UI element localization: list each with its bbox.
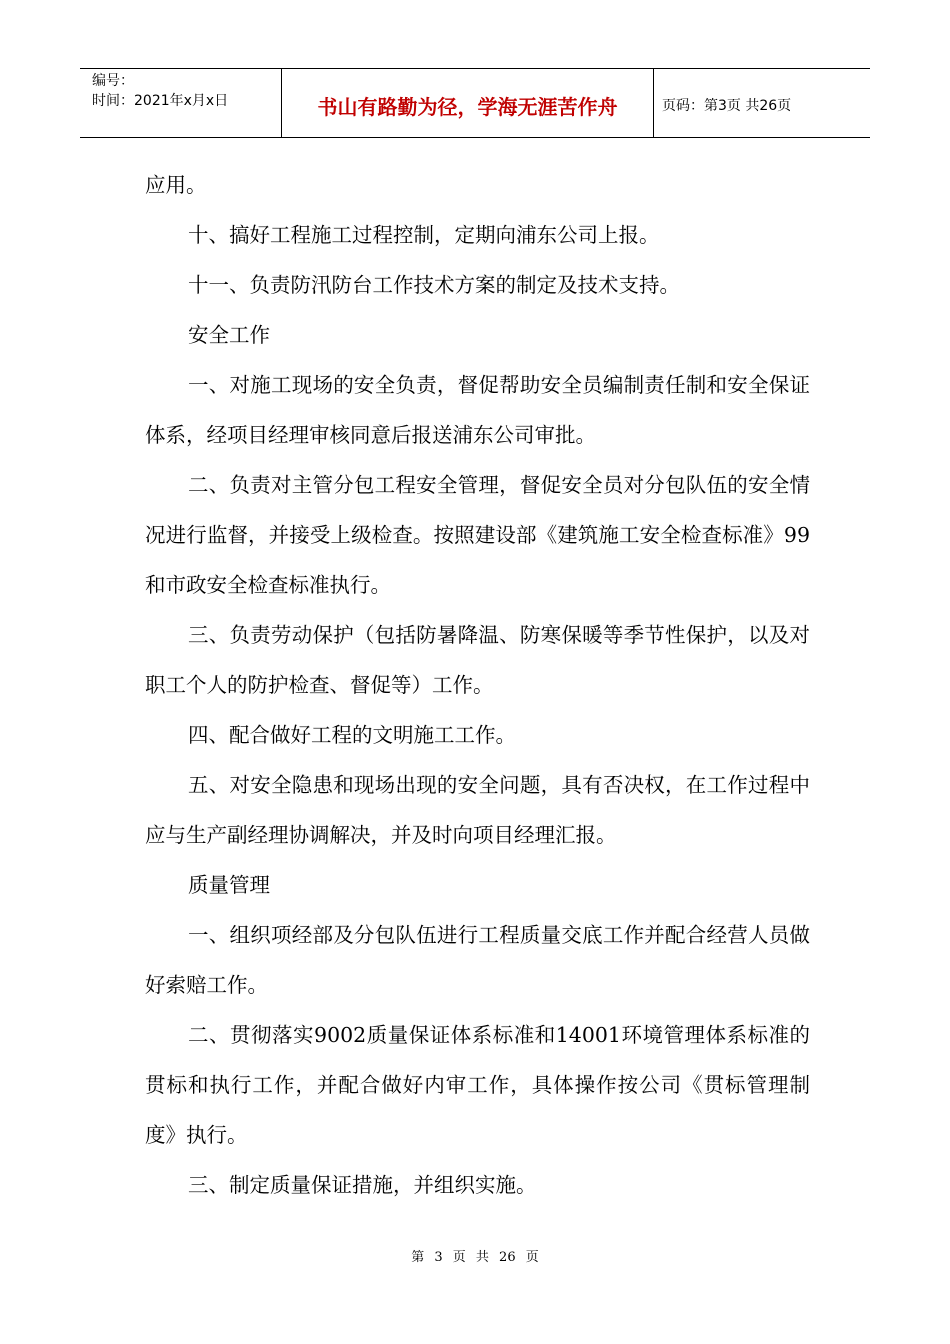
document-body	[145, 160, 810, 1210]
document-date-label: 时间：2021年x月x日	[92, 93, 229, 109]
body-paragraph: 五、对安全隐患和现场出现的安全问题，具有否决权，在工作过程中应与生产副经理协调解决，并及时向项目经理汇报。	[145, 773, 810, 847]
body-paragraph: 应用。	[145, 173, 207, 197]
body-paragraph: 三、制定质量保证措施，并组织实施。	[188, 1173, 537, 1197]
body-paragraph: 质量管理	[188, 873, 270, 897]
header-page-info: 页码：第3页 共26页	[662, 98, 792, 114]
body-paragraph: 安全工作	[188, 323, 270, 347]
body-paragraph: 三、负责劳动保护（包括防暑降温、防寒保暖等季节性保护，以及对职工个人的防护检查、督促等）工作。	[145, 623, 810, 697]
header-meta-cell	[80, 69, 282, 137]
body-paragraph: 二、负责对主管分包工程安全管理，督促安全员对分包队伍的安全情况进行监督，并接受上级检查。按照建设部《建筑施工安全检查标准》99和市政安全检查标准执行。	[145, 473, 810, 597]
page-footer: 第 3 页 共 26 页	[411, 1250, 539, 1265]
body-paragraph: 十、搞好工程施工过程控制，定期向浦东公司上报。	[188, 223, 660, 247]
page-header	[80, 68, 870, 138]
document-number-label: 编号：	[92, 73, 134, 89]
body-paragraph: 十一、负责防汛防台工作技术方案的制定及技术支持。	[188, 273, 680, 297]
body-paragraph: 一、对施工现场的安全负责，督促帮助安全员编制责任制和安全保证体系，经项目经理审核同意后报送浦东公司审批。	[145, 373, 810, 447]
body-paragraph: 四、配合做好工程的文明施工工作。	[188, 723, 516, 747]
body-paragraph: 一、组织项经部及分包队伍进行工程质量交底工作并配合经营人员做好索赔工作。	[145, 923, 810, 997]
header-motto: 书山有路勤为径，学海无涯苦作舟	[282, 69, 654, 137]
body-paragraph: 二、贯彻落实9002质量保证体系标准和14001环境管理体系标准的贯标和执行工作，并配合做好内审工作，具体操作按公司《贯标管理制度》执行。	[145, 1023, 810, 1147]
